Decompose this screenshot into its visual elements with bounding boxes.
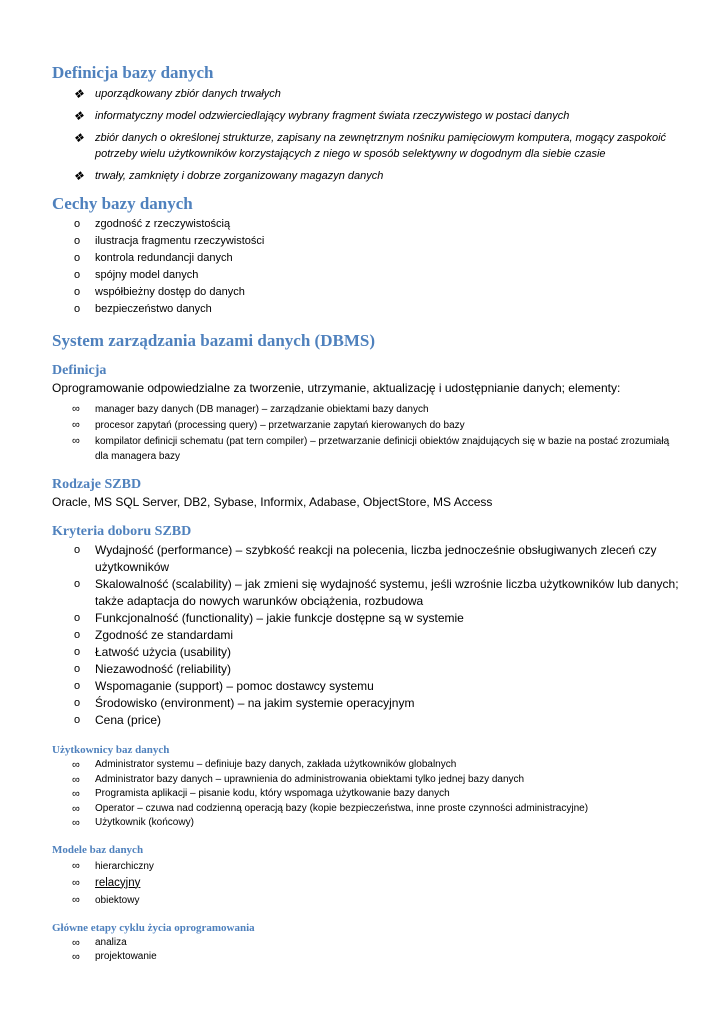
infinity-bullet-icon: ∞: [72, 859, 80, 872]
infinity-bullet-icon: ∞: [72, 817, 80, 829]
circle-bullet-icon: o: [74, 680, 81, 692]
list-dbms-elementy: [52, 402, 682, 464]
infinity-bullet-icon: ∞: [72, 403, 80, 415]
circle-bullet-icon: o: [74, 629, 81, 641]
list-item: o Środowisko (environment) – na jakim systemie operacyjnym: [74, 696, 415, 710]
definicja-text: Oprogramowanie odpowiedzialne za tworzenie, utrzymanie, aktualizację i udostępnianie danych; elementy:: [52, 381, 621, 395]
list-item: ❖ zbiór danych o określonej strukturze, zapisany na zewnętrznym nośniku pamięciowym komputera, mogący zaspokoić potrzeby wielu użytkowników korzystających z niego w sposób selektywny w dogodnym dla siebie czasie: [73, 131, 667, 160]
list-item: o Zgodność ze standardami: [74, 628, 234, 642]
list-item: ∞ relacyjny: [52, 875, 682, 892]
infinity-bullet-icon: ∞: [72, 802, 80, 815]
heading-modele: Modele baz danych: [52, 843, 144, 856]
infinity-bullet-icon: ∞: [72, 435, 80, 447]
list-item: ∞ Użytkownik (końcowy): [72, 817, 194, 829]
circle-bullet-icon: o: [74, 303, 81, 315]
circle-bullet-icon: o: [74, 235, 81, 247]
circle-bullet-icon: o: [74, 663, 81, 675]
list-item: o bezpieczeństwo danych: [52, 301, 682, 318]
list-item: ❖ trwały, zamknięty i dobrze zorganizowany magazyn danych: [73, 169, 384, 183]
list-item: ∞ Operator – czuwa nad codzienną operacją bazy (kopie bezpieczeństwa, inne proste czynności administracyjne): [72, 802, 589, 815]
list-item: ∞ projektowanie: [72, 951, 157, 963]
list-cechy-bazy: [52, 216, 682, 318]
list-item: ∞ hierarchiczny: [52, 858, 682, 875]
infinity-bullet-icon: ∞: [72, 936, 80, 949]
circle-bullet-icon: o: [74, 252, 81, 264]
list-etapy: [52, 936, 682, 965]
list-item: ❖ informatyczny model odzwierciedlający wybrany fragment świata rzeczywistego w postaci danych: [73, 109, 570, 123]
infinity-bullet-icon: ∞: [72, 951, 80, 963]
list-item: ∞ Administrator systemu – definiuje bazy danych, zakłada użytkowników globalnych: [72, 759, 457, 771]
list-item: o kontrola redundancji danych: [52, 250, 682, 267]
list-item: o zgodność z rzeczywistością: [52, 216, 682, 233]
circle-bullet-icon: o: [74, 578, 81, 590]
list-item: o ilustracja fragmentu rzeczywistości: [52, 233, 682, 250]
heading-kryteria: Kryteria doboru SZBD: [52, 524, 192, 539]
infinity-bullet-icon: ∞: [72, 876, 80, 889]
circle-bullet-icon: o: [74, 612, 81, 624]
list-item: o Wspomaganie (support) – pomoc dostawcy systemu: [74, 679, 374, 693]
list-item: o Funkcjonalność (functionality) – jakie funkcje dostępne są w systemie: [74, 611, 464, 625]
list-item: o Łatwość użycia (usability): [74, 645, 232, 659]
list-item: o Cena (price): [74, 713, 162, 727]
list-modele: [52, 858, 682, 909]
list-item: ∞ procesor zapytań (processing query) – przetwarzanie zapytań kierowanych do bazy: [72, 419, 465, 431]
infinity-bullet-icon: ∞: [72, 788, 80, 800]
list-item: ∞ analiza: [72, 936, 127, 949]
list-item: ∞ Programista aplikacji – pisanie kodu, który wspomaga użytkowanie bazy danych: [72, 788, 450, 800]
heading-definicja: Definicja: [52, 363, 107, 378]
list-uzytkownicy: [52, 758, 682, 831]
circle-bullet-icon: o: [74, 697, 81, 709]
infinity-bullet-icon: ∞: [72, 759, 80, 771]
list-item: ∞ manager bazy danych (DB manager) – zarządzanie obiektami bazy danych: [72, 403, 429, 415]
list-item: o spójny model danych: [52, 267, 682, 284]
heading-definicja-bazy: Definicja bazy danych: [52, 63, 214, 82]
heading-etapy: Główne etapy cyklu życia oprogramowania: [52, 921, 255, 934]
circle-bullet-icon: o: [74, 269, 81, 281]
list-item: o Wydajność (performance) – szybkość reakcji na polecenia, liczba jednocześnie obsługiwanych zleceń czy użytkowników: [74, 543, 657, 574]
heading-dbms: System zarządzania bazami danych (DBMS): [52, 331, 375, 350]
list-item: o Skalowalność (scalability) – jak zmieni się wydajność systemu, jeśli wzrośnie liczba użytkowników lub danych; także adaptacja do nowych warunków obciążenia, rozbudowa: [74, 577, 679, 608]
list-item: ❖ uporządkowany zbiór danych trwałych: [73, 87, 281, 101]
circle-bullet-icon: o: [74, 544, 81, 556]
circle-bullet-icon: o: [74, 646, 81, 658]
circle-bullet-icon: o: [74, 714, 81, 726]
infinity-bullet-icon: ∞: [72, 773, 80, 786]
circle-bullet-icon: o: [74, 218, 81, 230]
heading-uzytkownicy: Użytkownicy baz danych: [52, 744, 170, 756]
circle-bullet-icon: o: [74, 286, 81, 298]
infinity-bullet-icon: ∞: [72, 893, 80, 906]
heading-rodzaje: Rodzaje SZBD: [52, 477, 142, 492]
list-kryteria: [52, 542, 682, 729]
rodzaje-text: Oracle, MS SQL Server, DB2, Sybase, Informix, Adabase, ObjectStore, MS Access: [52, 495, 493, 509]
diamond-bullet-icon: ❖: [73, 169, 84, 183]
diamond-bullet-icon: ❖: [73, 131, 84, 145]
list-item: ∞ Administrator bazy danych – uprawnienia do administrowania obiektami tylko jednej bazy danych: [72, 773, 525, 786]
diamond-bullet-icon: ❖: [73, 87, 84, 101]
infinity-bullet-icon: ∞: [72, 419, 80, 431]
list-definicja-bazy: [52, 86, 682, 184]
list-item: o współbieżny dostęp do danych: [52, 284, 682, 301]
diamond-bullet-icon: ❖: [73, 109, 84, 123]
list-item: ∞ obiektowy: [52, 892, 682, 909]
heading-cechy-bazy: Cechy bazy danych: [52, 194, 193, 213]
list-item: ∞ kompilator definicji schematu (pat tern compiler) – przetwarzanie definicji obiektów znajdujących się w bazie na postać zrozumiałą dla managera bazy: [72, 435, 670, 462]
list-item: o Niezawodność (reliability): [74, 662, 232, 676]
document-page: [52, 62, 682, 965]
